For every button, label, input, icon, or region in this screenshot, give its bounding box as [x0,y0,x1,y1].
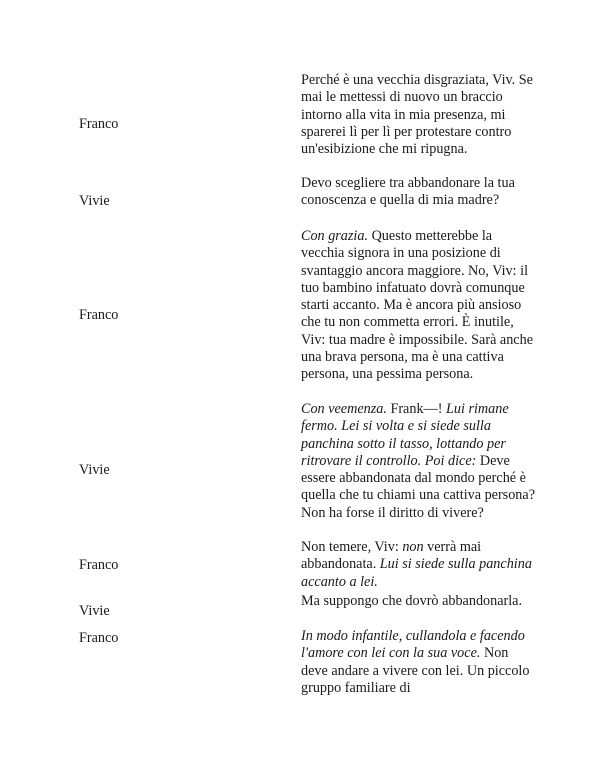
spoken-text: Ma suppongo che dovrò abbandonarla. [301,593,523,609]
speaker-name: Vivie [79,193,110,209]
stage-direction: non [402,539,424,555]
stage-direction: Con grazia. [301,228,369,244]
spoken-text: Frank—! [386,401,446,417]
spoken-text: Devo scegliere tra abbandonare la tua conoscenza e quella di mia madre? [301,175,515,209]
dialogue-line [301,593,536,610]
spoken-text: Non deve andare a vivere con lei. Un piccolo gruppo familiare di [301,645,530,696]
speaker-name: Franco [79,307,119,323]
dialogue-line [301,72,536,158]
speaker-name: Franco [79,116,119,132]
stage-direction: In modo infantile, cullandola e facendo l'amore con lei con la sua voce. [301,628,525,662]
spoken-text: Perché è una vecchia disgraziata, Viv. Se mai le mettessi di nuovo un braccio intorno alla vita in mia presenza, mi sparerei lì per lì per protestare contro un'esibizione che mi ripugna. [301,72,533,158]
dialogue-line [301,628,536,697]
dialogue-line [301,401,536,522]
speaker-name: Vivie [79,462,110,478]
dialogue-line [301,539,536,591]
spoken-text: Questo metterebbe la vecchia signora in una posizione di svantaggio ancora maggiore. No, Viv: il tuo bambino infatuato dovrà comunque starti accanto. Ma è ancora più ansioso che tu non commetta errori. È inutile, Viv: tua madre è impossibile. Sarà anche una brava persona, ma è una cattiva persona, una pessima persona. [301,228,533,383]
dialogue-line [301,228,536,384]
dialogue-line [301,175,536,210]
spoken-text: verrà mai abbandonata. [301,539,482,573]
speaker-name: Franco [79,630,119,646]
stage-direction: Lui si siede sulla panchina accanto a lei. [301,556,532,590]
spoken-text: Deve essere abbandonata dal mondo perché è quella che tu chiami una cattiva persona? Non ha forse il diritto di vivere? [301,452,535,521]
stage-direction: Lui rimane fermo. Lei si volta e si siede sulla panchina sotto il tasso, lottando per ritrovare il controllo. Poi dice: [301,401,509,469]
stage-direction: Con veemenza. [301,401,387,417]
spoken-text: Non temere, Viv: [301,539,403,555]
speaker-name: Vivie [79,603,110,619]
speaker-name: Franco [79,557,119,573]
